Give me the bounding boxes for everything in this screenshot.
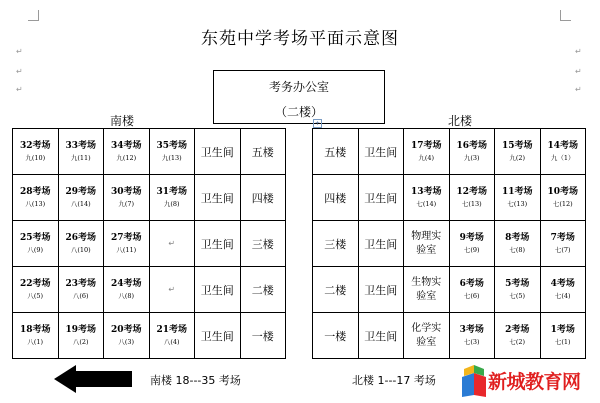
- exam-room-cell: [540, 221, 586, 267]
- room-label: 卫生间: [200, 283, 234, 297]
- room-label-cell: [358, 221, 404, 267]
- exam-room-number: 11考场: [501, 187, 533, 197]
- exam-room-number: 33考场: [65, 141, 97, 151]
- class-code: 九(4): [418, 154, 435, 162]
- floor-row: [13, 129, 286, 175]
- exam-room-cell: [449, 313, 495, 359]
- exam-room-number: 6考场: [459, 279, 484, 289]
- exam-room-number: 30考场: [110, 187, 142, 197]
- room-label: 卫生间: [200, 145, 234, 159]
- floor-row: [313, 313, 586, 359]
- office-label: 考务办公室: [268, 80, 329, 94]
- exam-room-number: 23考场: [65, 279, 97, 289]
- class-code: 九(8): [163, 200, 180, 208]
- room-label-cell: [195, 129, 241, 175]
- room-label: 卫生间: [364, 283, 398, 297]
- room-label-cell: [313, 175, 359, 221]
- exam-room-number: 12考场: [456, 187, 488, 197]
- lab-label-line: 验室: [416, 290, 437, 302]
- page-title: 东苑中学考场平面示意图: [201, 29, 399, 49]
- exam-room-cell: [58, 313, 104, 359]
- exam-room-cell: [404, 175, 450, 221]
- floor-row: [313, 129, 586, 175]
- exam-room-number: 3考场: [459, 325, 484, 335]
- room-label-cell: [358, 313, 404, 359]
- page-corner-mark: [28, 10, 39, 21]
- room-label-cell: [313, 267, 359, 313]
- room-label-cell: [240, 175, 286, 221]
- exam-room-cell: [449, 175, 495, 221]
- class-code: 八(11): [116, 246, 137, 254]
- class-code: 八(6): [72, 292, 89, 300]
- room-label: 三楼: [251, 237, 274, 251]
- south-building-caption: 南楼 18---35 考场: [150, 374, 241, 387]
- room-label: 卫生间: [200, 237, 234, 251]
- class-code: 八(4): [163, 338, 180, 346]
- class-code: 八(1): [27, 338, 44, 346]
- class-code: 七(6): [463, 292, 480, 300]
- exam-room-number: 32考场: [19, 141, 51, 151]
- room-label: 一楼: [324, 329, 347, 343]
- lab-label-line: 物理实: [411, 230, 442, 242]
- class-code: 九(10): [25, 154, 46, 162]
- south-building-table: [12, 128, 286, 359]
- exam-room-cell: [13, 221, 59, 267]
- exam-room-number: 20考场: [110, 325, 142, 335]
- exam-room-cell: [13, 175, 59, 221]
- exam-room-cell: [58, 221, 104, 267]
- class-code: 八(2): [72, 338, 89, 346]
- paragraph-mark: ↵: [168, 239, 176, 248]
- room-label-cell: [313, 313, 359, 359]
- room-label-cell: [195, 221, 241, 267]
- class-code: 九（1）: [550, 154, 575, 162]
- exam-office-box: [213, 70, 385, 124]
- exam-room-cell: [104, 221, 150, 267]
- room-label-cell: [313, 221, 359, 267]
- room-label-cell: [240, 129, 286, 175]
- room-label-cell: [195, 267, 241, 313]
- exam-room-cell: [449, 267, 495, 313]
- class-code: 七(4): [554, 292, 571, 300]
- class-code: 九(11): [70, 154, 91, 162]
- class-code: 七(2): [509, 338, 526, 346]
- lab-label-line: 验室: [416, 244, 437, 256]
- class-code: 八(13): [25, 200, 46, 208]
- lab-room-cell: [404, 221, 450, 267]
- floor-row: [313, 267, 586, 313]
- room-label: 一楼: [251, 329, 274, 343]
- room-label: 卫生间: [364, 329, 398, 343]
- exam-room-number: 24考场: [110, 279, 142, 289]
- class-code: 七(13): [507, 200, 528, 208]
- exam-room-cell: [13, 267, 59, 313]
- class-code: 七(1): [554, 338, 571, 346]
- class-code: 七(14): [416, 200, 437, 208]
- exam-room-number: 17考场: [410, 141, 442, 151]
- class-code: 九(3): [463, 154, 480, 162]
- class-code: 九(2): [509, 154, 526, 162]
- paragraph-mark: ↵: [575, 67, 582, 76]
- exam-room-cell: [495, 175, 541, 221]
- room-label-cell: [240, 221, 286, 267]
- class-code: 九(7): [118, 200, 135, 208]
- class-code: 八(8): [118, 292, 135, 300]
- exam-room-cell: [404, 129, 450, 175]
- exam-room-cell: [149, 313, 195, 359]
- exam-room-number: 9考场: [459, 233, 484, 243]
- exam-room-cell: [495, 267, 541, 313]
- room-label-cell: [358, 129, 404, 175]
- floor-row: [13, 313, 286, 359]
- exam-room-cell: [104, 313, 150, 359]
- paragraph-mark: ↵: [575, 85, 582, 94]
- class-code: 七(9): [463, 246, 480, 254]
- lab-label-line: 化学实: [411, 322, 442, 334]
- exam-room-cell: [104, 175, 150, 221]
- exam-room-cell: [495, 313, 541, 359]
- exam-room-number: 14考场: [547, 141, 579, 151]
- room-label-cell: [358, 175, 404, 221]
- exam-room-cell: [58, 129, 104, 175]
- exam-room-number: 10考场: [547, 187, 579, 197]
- exam-room-cell: [149, 175, 195, 221]
- class-code: 七(5): [509, 292, 526, 300]
- class-code: 七(8): [509, 246, 526, 254]
- class-code: 八(3): [118, 338, 135, 346]
- paragraph-mark: ↵: [575, 47, 582, 56]
- floor-row: [313, 175, 586, 221]
- room-label: 三楼: [324, 237, 347, 251]
- exam-room-cell: [13, 129, 59, 175]
- exam-room-number: 4考场: [550, 279, 575, 289]
- room-label-cell: [358, 267, 404, 313]
- exam-room-cell: [58, 175, 104, 221]
- exam-room-number: 13考场: [410, 187, 442, 197]
- left-arrow-icon: [54, 365, 132, 393]
- exam-room-number: 25考场: [19, 233, 51, 243]
- exam-room-cell: [13, 313, 59, 359]
- room-label: 五楼: [251, 145, 274, 159]
- room-label-cell: [240, 267, 286, 313]
- room-label: 卫生间: [200, 329, 234, 343]
- room-label: 四楼: [324, 191, 347, 205]
- room-label: 二楼: [324, 283, 347, 297]
- floor-row: [13, 221, 286, 267]
- exam-room-number: 8考场: [505, 233, 530, 243]
- lab-room-cell: [404, 313, 450, 359]
- office-floor: （二楼）: [274, 105, 323, 119]
- exam-room-cell: [104, 267, 150, 313]
- paragraph-mark: ↵: [168, 285, 176, 294]
- exam-room-cell: [540, 267, 586, 313]
- class-code: 七(3): [463, 338, 480, 346]
- paragraph-mark: ↵: [16, 67, 23, 76]
- room-label: 卫生间: [200, 191, 234, 205]
- exam-room-number: 2考场: [505, 325, 530, 335]
- south-building-heading: 南楼: [110, 114, 135, 128]
- exam-room-cell: [540, 129, 586, 175]
- exam-room-number: 29考场: [65, 187, 97, 197]
- exam-room-number: 1考场: [550, 325, 575, 335]
- north-building-table: [312, 128, 586, 359]
- class-code: 九(13): [161, 154, 182, 162]
- exam-room-cell: [449, 221, 495, 267]
- exam-room-cell: [104, 129, 150, 175]
- class-code: 八(10): [70, 246, 91, 254]
- room-label-cell: [313, 129, 359, 175]
- exam-room-number: 27考场: [110, 233, 142, 243]
- exam-room-number: 26考场: [65, 233, 97, 243]
- exam-room-number: 31考场: [156, 187, 188, 197]
- exam-room-number: 21考场: [156, 325, 188, 335]
- class-code: 九(12): [116, 154, 137, 162]
- exam-room-number: 19考场: [65, 325, 97, 335]
- exam-room-number: 35考场: [156, 141, 188, 151]
- empty-cell: [149, 267, 195, 313]
- north-building-heading: 北楼: [448, 114, 473, 128]
- site-logo-text: 新城教育网: [488, 371, 581, 393]
- exam-room-number: 5考场: [505, 279, 530, 289]
- table-move-handle-icon[interactable]: +: [314, 120, 321, 127]
- exam-room-cell: [540, 313, 586, 359]
- north-building-caption: 北楼 1---17 考场: [352, 374, 436, 387]
- exam-room-cell: [540, 175, 586, 221]
- lab-label-line: 生物实: [411, 276, 442, 288]
- floor-row: [313, 221, 586, 267]
- room-label-cell: [195, 175, 241, 221]
- exam-room-number: 18考场: [19, 325, 51, 335]
- exam-room-number: 15考场: [501, 141, 533, 151]
- room-label: 二楼: [251, 283, 274, 297]
- room-label-cell: [240, 313, 286, 359]
- exam-room-cell: [449, 129, 495, 175]
- class-code: 八(9): [27, 246, 44, 254]
- class-code: 七(7): [554, 246, 571, 254]
- floor-row: [13, 175, 286, 221]
- room-label: 卫生间: [364, 191, 398, 205]
- lab-label-line: 验室: [416, 336, 437, 348]
- exam-room-number: 16考场: [456, 141, 488, 151]
- room-label: 四楼: [251, 191, 274, 205]
- floor-row: [13, 267, 286, 313]
- class-code: 八(14): [70, 200, 91, 208]
- paragraph-mark: ↵: [16, 47, 23, 56]
- exam-room-number: 22考场: [19, 279, 51, 289]
- exam-room-number: 28考场: [19, 187, 51, 197]
- exam-room-cell: [495, 129, 541, 175]
- exam-room-cell: [495, 221, 541, 267]
- class-code: 七(13): [461, 200, 482, 208]
- exam-room-number: 7考场: [550, 233, 575, 243]
- room-label: 卫生间: [364, 237, 398, 251]
- room-label: 五楼: [324, 145, 347, 159]
- room-label-cell: [195, 313, 241, 359]
- room-label: 卫生间: [364, 145, 398, 159]
- empty-cell: [149, 221, 195, 267]
- paragraph-mark: ↵: [16, 85, 23, 94]
- lab-room-cell: [404, 267, 450, 313]
- class-code: 八(5): [27, 292, 44, 300]
- exam-room-cell: [58, 267, 104, 313]
- class-code: 七(12): [552, 200, 573, 208]
- exam-room-cell: [149, 129, 195, 175]
- page-corner-mark: [560, 10, 571, 21]
- exam-room-number: 34考场: [110, 141, 142, 151]
